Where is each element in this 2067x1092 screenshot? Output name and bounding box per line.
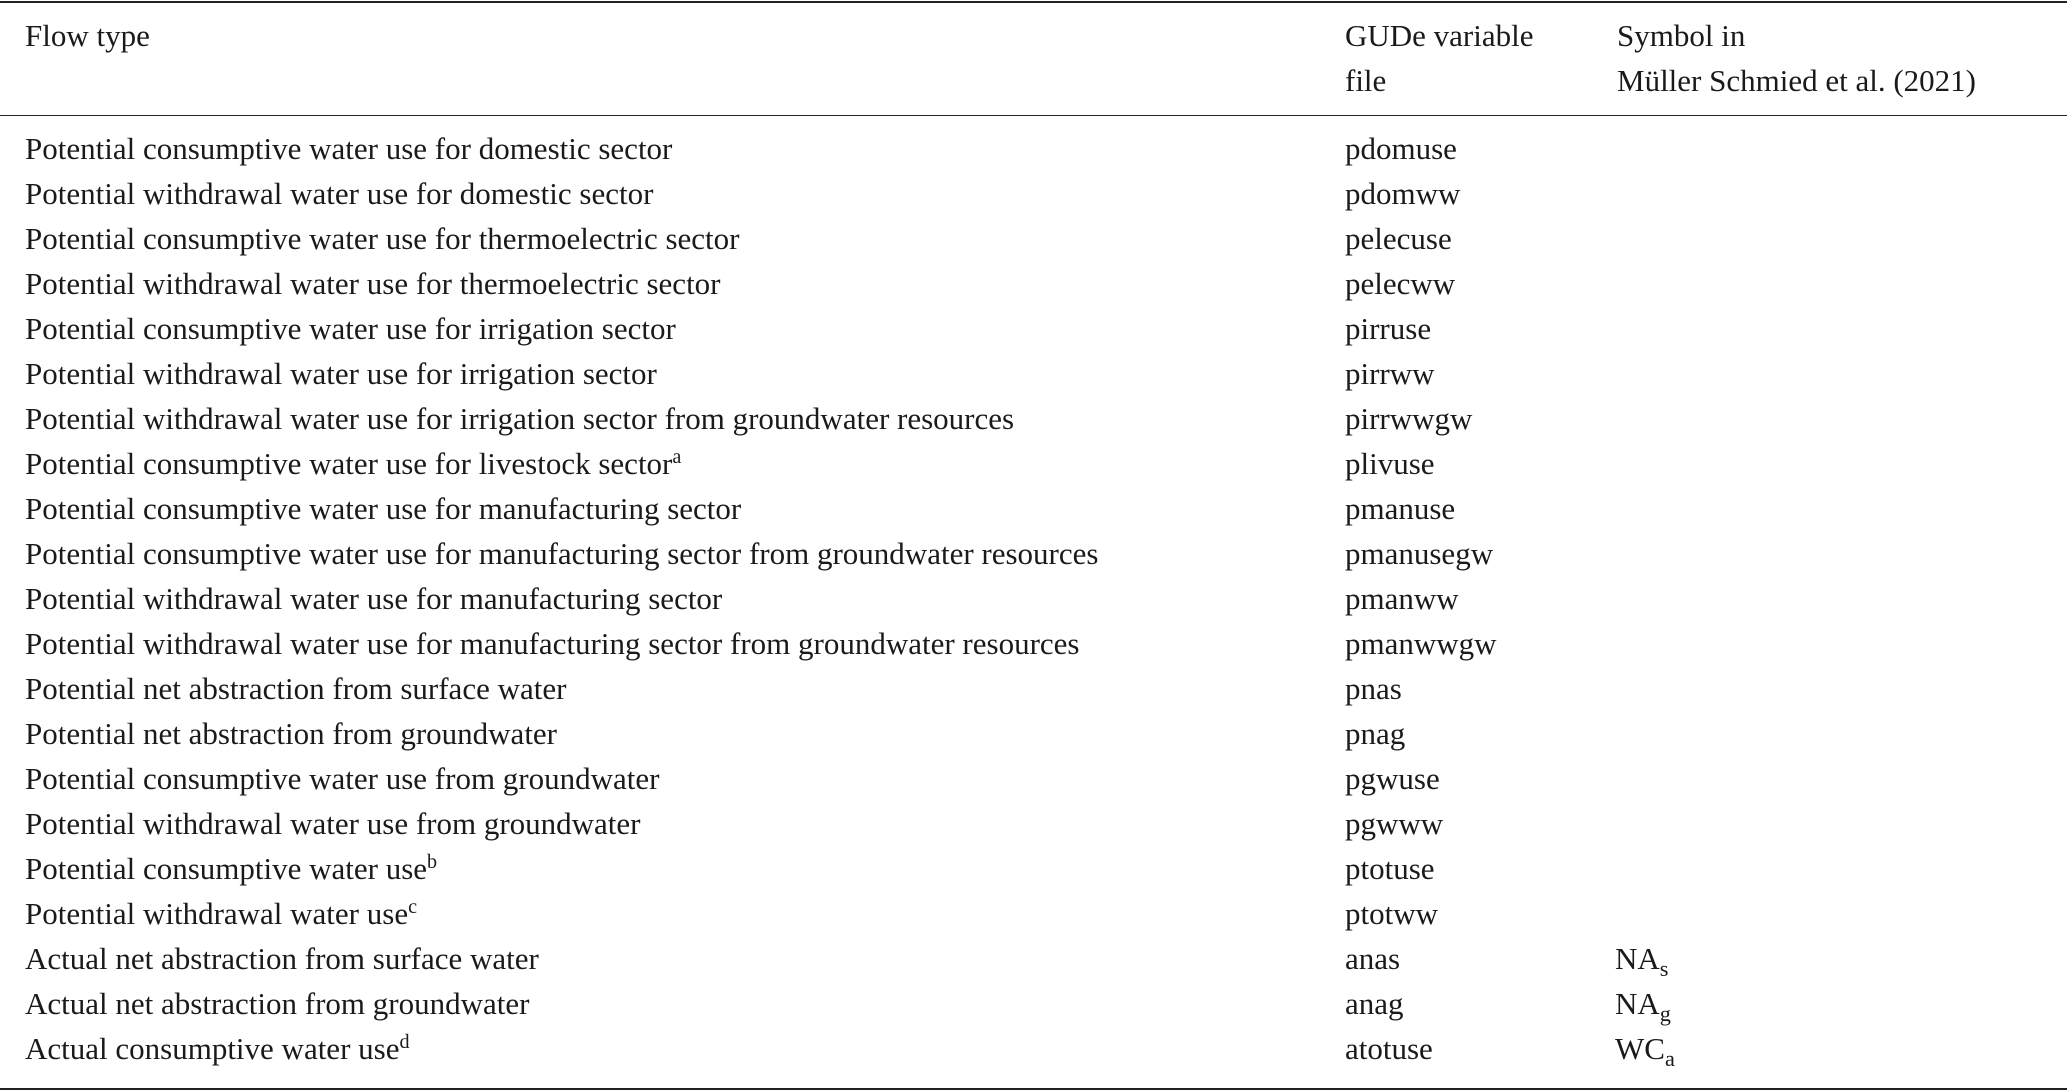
variable-file-cell: anas (1345, 941, 1401, 976)
variable-file-cell: pirrww (1345, 356, 1435, 391)
flow-type-text: Potential withdrawal water use for thermoelectric sector (25, 266, 721, 301)
flow-type-text: Potential withdrawal water use for manufacturing sector from groundwater resources (25, 626, 1080, 661)
header-symbol-line2: Müller Schmied et al. (2021) (1617, 63, 1976, 98)
table-row (0, 576, 2067, 621)
flow-type-text: Actual consumptive water use (25, 1031, 400, 1066)
table-row (0, 846, 2067, 891)
table-body (0, 126, 2067, 1071)
variable-file-cell: pnas (1345, 671, 1402, 706)
footnote-marker: c (408, 895, 418, 918)
flow-type-cell (25, 801, 641, 846)
symbol-text: NA (1615, 986, 1660, 1021)
table-row (0, 441, 2067, 486)
table-row (0, 171, 2067, 216)
flow-type-cell (25, 1026, 410, 1076)
table-row (0, 216, 2067, 261)
flow-type-cell (25, 711, 557, 756)
header-variable-file-line1: GUDe variable (1345, 18, 1534, 53)
variable-file-cell: plivuse (1345, 446, 1435, 481)
flow-type-text: Actual net abstraction from groundwater (25, 986, 530, 1021)
variable-file-cell: pdomww (1345, 176, 1461, 211)
flow-type-cell (25, 216, 739, 261)
flow-type-cell (25, 891, 417, 941)
table-row (0, 711, 2067, 756)
variable-file-cell: pmanww (1345, 581, 1459, 616)
flow-type-text: Potential consumptive water use (25, 851, 428, 886)
table-row (0, 756, 2067, 801)
flow-type-text: Potential net abstraction from groundwater (25, 716, 558, 751)
flow-type-cell (25, 981, 529, 1026)
variable-file-cell: pmanwwgw (1345, 626, 1497, 661)
flow-type-cell (25, 756, 659, 801)
header-variable-file-line2: file (1345, 63, 1387, 98)
table-row (0, 486, 2067, 531)
table-row (0, 126, 2067, 171)
variable-file-cell: ptotuse (1345, 851, 1435, 886)
table-row (0, 936, 2067, 981)
flow-type-text: Potential withdrawal water use for manufacturing sector (25, 581, 723, 616)
flow-type-cell (25, 576, 722, 621)
flow-type-cell (25, 441, 681, 491)
symbol-cell (1615, 1026, 1675, 1074)
variable-file-cell: pgwuse (1345, 761, 1440, 796)
flow-type-cell (25, 126, 672, 171)
variable-file-cell: anag (1345, 986, 1404, 1021)
table-row (0, 531, 2067, 576)
symbol-text: NA (1615, 941, 1660, 976)
flow-type-text: Potential consumptive water use for manufacturing sector from groundwater resources (25, 536, 1099, 571)
flow-type-text: Potential consumptive water use for manufacturing sector (25, 491, 742, 526)
flow-type-cell (25, 936, 539, 981)
flow-type-cell (25, 396, 1014, 441)
footnote-marker: b (427, 850, 438, 873)
header-flow-type (25, 13, 150, 58)
bottom-rule (0, 1088, 2067, 1090)
table-row (0, 981, 2067, 1026)
variable-file-cell: ptotww (1345, 896, 1438, 931)
flow-type-text: Potential withdrawal water use (25, 896, 409, 931)
symbol-cell (1615, 936, 1668, 984)
variable-file-cell: pirruse (1345, 311, 1432, 346)
table-header (0, 13, 2067, 109)
flow-type-text: Potential withdrawal water use from groundwater (25, 806, 641, 841)
header-flow-type-label: Flow type (25, 18, 150, 53)
flow-type-text: Potential net abstraction from surface water (25, 671, 567, 706)
variable-file-cell: atotuse (1345, 1031, 1433, 1066)
variable-file-cell: pelecww (1345, 266, 1456, 301)
header-symbol (1617, 13, 1976, 103)
variable-file-cell: pirrwwgw (1345, 401, 1473, 436)
flow-type-text: Potential consumptive water use for irrigation sector (25, 311, 676, 346)
flow-type-cell (25, 306, 676, 351)
flow-type-text: Potential consumptive water use for thermoelectric sector (25, 221, 740, 256)
flow-type-cell (25, 666, 566, 711)
table-row (0, 351, 2067, 396)
variable-file-cell: pdomuse (1345, 131, 1457, 166)
symbol-subscript: g (1659, 1001, 1671, 1027)
table-row (0, 261, 2067, 306)
table-row (0, 396, 2067, 441)
variable-file-cell: pgwww (1345, 806, 1444, 841)
flow-type-cell (25, 846, 437, 896)
flow-type-text: Potential withdrawal water use for irrigation sector from groundwater resources (25, 401, 1015, 436)
flow-type-text: Potential consumptive water use for livestock sector (25, 446, 673, 481)
header-symbol-line1: Symbol in (1617, 18, 1746, 53)
symbol-cell (1615, 981, 1671, 1029)
variable-file-cell: pmanusegw (1345, 536, 1494, 571)
flow-type-cell (25, 261, 721, 306)
flow-type-text: Potential withdrawal water use for irrigation sector (25, 356, 657, 391)
flow-type-text: Potential consumptive water use for domestic sector (25, 131, 673, 166)
table-row (0, 306, 2067, 351)
table-row (0, 891, 2067, 936)
header-rule (0, 115, 2067, 116)
symbol-subscript: s (1659, 956, 1669, 982)
table-row (0, 801, 2067, 846)
variable-file-cell: pelecuse (1345, 221, 1452, 256)
symbol-text: WC (1615, 1031, 1665, 1066)
flow-type-cell (25, 486, 741, 531)
table-row (0, 621, 2067, 666)
flow-type-text: Actual net abstraction from surface water (25, 941, 539, 976)
variable-file-cell: pnag (1345, 716, 1406, 751)
footnote-marker: d (399, 1030, 410, 1053)
header-variable-file (1345, 13, 1534, 103)
symbol-subscript: a (1664, 1046, 1675, 1072)
table-row (0, 1026, 2067, 1071)
variable-file-cell: pmanuse (1345, 491, 1456, 526)
flow-type-cell (25, 171, 653, 216)
footnote-marker: a (672, 445, 682, 468)
flow-type-cell (25, 531, 1098, 576)
flow-type-cell (25, 621, 1079, 666)
flow-type-cell (25, 351, 657, 396)
top-rule (0, 1, 2067, 3)
flow-type-text: Potential consumptive water use from groundwater (25, 761, 660, 796)
table-row (0, 666, 2067, 711)
flow-type-text: Potential withdrawal water use for domestic sector (25, 176, 654, 211)
